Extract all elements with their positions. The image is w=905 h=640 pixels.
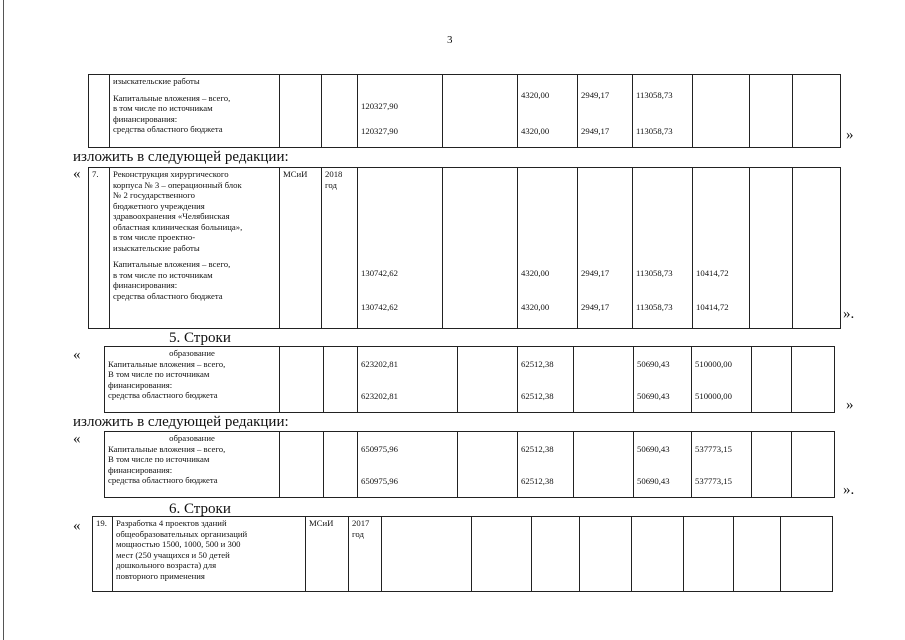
cell-y1	[518, 168, 578, 329]
cell-empty	[443, 168, 518, 329]
desc-line: средства областного бюджета	[113, 124, 223, 134]
cell-y1	[518, 75, 578, 148]
cell-total	[358, 347, 458, 413]
value: 50690,43	[637, 390, 670, 401]
opening-quote: «	[73, 431, 81, 447]
cell-empty	[792, 347, 835, 413]
cell-year	[322, 75, 358, 148]
cell-empty	[793, 75, 841, 148]
cell-y4	[692, 432, 752, 498]
value: 10414,72	[696, 301, 729, 312]
desc-line: Реконструкция хирургического	[113, 169, 229, 179]
desc-line: в том числе проектно-	[113, 232, 196, 242]
heading-rows-5: 5. Строки	[169, 330, 231, 346]
cell-description	[105, 347, 280, 413]
desc-line: областная клиническая больница»,	[113, 221, 243, 232]
value: 650975,96	[361, 444, 398, 454]
desc-line: дошкольного возраста) для	[116, 560, 217, 570]
cell-empty	[793, 168, 841, 329]
desc-line: финансирования:	[108, 464, 173, 475]
value: 113058,73	[636, 90, 673, 100]
cell-num	[89, 75, 110, 148]
table-education-old	[104, 346, 835, 413]
desc-line: финансирования:	[113, 280, 178, 290]
desc-line: № 2 государственного	[113, 190, 195, 200]
cell-empty	[280, 432, 324, 498]
cell-empty	[324, 432, 358, 498]
cell-y4	[692, 347, 752, 413]
value: 4320,00	[521, 301, 550, 312]
cell-description	[110, 168, 280, 329]
value: 50690,43	[637, 359, 670, 369]
desc-line: в том числе по источникам	[113, 103, 213, 113]
cell-y4	[693, 168, 750, 329]
desc-line: мест (250 учащихся и 50 детей	[116, 549, 230, 560]
table-education-new	[104, 431, 835, 498]
table-row-19	[92, 516, 833, 592]
cell-y1	[518, 432, 574, 498]
desc-line: бюджетного учреждения	[113, 200, 205, 211]
cell-total	[358, 168, 443, 329]
value: 537773,15	[695, 475, 732, 486]
cell-empty	[752, 432, 792, 498]
value: 2949,17	[581, 301, 610, 312]
cell-empty	[574, 432, 634, 498]
value: 510000,00	[695, 390, 732, 401]
desc-line: В том числе по источникам	[108, 369, 210, 379]
cell-y3	[633, 75, 693, 148]
cell-empty	[792, 432, 835, 498]
closing-quote: »	[846, 127, 854, 143]
cell-description	[110, 75, 280, 148]
cell-empty	[382, 517, 472, 592]
cell-empty	[574, 347, 634, 413]
closing-quote: »	[846, 397, 854, 413]
desc-line: изыскательские работы	[113, 76, 200, 86]
value: 62512,38	[521, 359, 554, 369]
value: 62512,38	[521, 444, 554, 454]
desc-line: изыскательские работы	[113, 242, 200, 253]
value: 510000,00	[695, 359, 732, 369]
cell-empty	[750, 168, 793, 329]
page-number: 3	[447, 34, 453, 46]
desc-line: в том числе по источникам	[113, 269, 213, 280]
desc-line: Капитальные вложения – всего,	[113, 259, 231, 269]
value: 537773,15	[695, 444, 732, 454]
value: 113058,73	[636, 125, 673, 136]
value: 50690,43	[637, 475, 670, 486]
cell-y2	[578, 75, 633, 148]
desc-line: средства областного бюджета	[108, 390, 218, 400]
desc-line: финансирования:	[108, 379, 173, 390]
heading-new-edition-2: изложить в следующей редакции:	[73, 414, 289, 430]
cell-y3	[633, 168, 693, 329]
desc-line: мощностью 1500, 1000, 500 и 300	[116, 539, 241, 549]
left-margin-line	[3, 0, 4, 640]
cell-y3	[634, 432, 692, 498]
cell-description	[113, 517, 306, 592]
table-row-7	[88, 167, 841, 329]
cell-empty	[458, 347, 518, 413]
cell-total	[358, 75, 443, 148]
cell-year: 2018 год	[322, 168, 358, 329]
table-continuation	[88, 74, 841, 148]
cell-num: 19.	[93, 517, 113, 592]
cell-y1	[518, 347, 574, 413]
cell-empty	[693, 75, 750, 148]
cell-empty	[472, 517, 532, 592]
cell-empty	[750, 75, 793, 148]
closing-quote: ».	[843, 306, 855, 322]
desc-line: общеобразовательных организаций	[116, 528, 248, 539]
value: 650975,96	[361, 475, 398, 486]
desc-line: образование	[169, 348, 215, 358]
value: 623202,81	[361, 390, 398, 401]
cell-ministry	[280, 75, 322, 148]
opening-quote: «	[73, 166, 81, 182]
closing-quote: ».	[843, 482, 855, 498]
cell-y2	[578, 168, 633, 329]
value: 50690,43	[637, 444, 670, 454]
heading-new-edition-1: изложить в следующей редакции:	[73, 149, 289, 165]
value: 113058,73	[636, 301, 673, 312]
cell-empty	[632, 517, 684, 592]
value: 130742,62	[361, 301, 398, 312]
desc-line: здравоохранения «Челябинская	[113, 211, 230, 221]
value: 2949,17	[581, 125, 610, 136]
cell-description	[105, 432, 280, 498]
value: 120327,90	[361, 101, 398, 111]
value: 130742,62	[361, 268, 398, 278]
cell-ministry: МСиИ	[306, 517, 349, 592]
desc-line: Капитальные вложения – всего,	[108, 358, 226, 369]
cell-year: 2017 год	[349, 517, 382, 592]
cell-empty	[280, 347, 324, 413]
cell-empty	[532, 517, 580, 592]
value: 113058,73	[636, 268, 673, 278]
cell-empty	[580, 517, 632, 592]
heading-rows-6: 6. Строки	[169, 501, 231, 517]
cell-empty	[684, 517, 734, 592]
value: 62512,38	[521, 475, 554, 486]
cell-total	[358, 432, 458, 498]
cell-ministry: МСиИ	[280, 168, 322, 329]
value: 62512,38	[521, 390, 554, 401]
cell-empty	[752, 347, 792, 413]
opening-quote: «	[73, 347, 81, 363]
value: 120327,90	[361, 125, 398, 136]
desc-line: В том числе по источникам	[108, 454, 210, 464]
cell-empty	[458, 432, 518, 498]
desc-line: корпуса № 3 – операционный блок	[113, 179, 242, 190]
cell-empty	[443, 75, 518, 148]
cell-num: 7.	[89, 168, 110, 329]
value: 4320,00	[521, 125, 550, 136]
desc-line: образование	[169, 433, 215, 443]
desc-line: Капитальные вложения – всего,	[113, 92, 231, 103]
desc-line: повторного применения	[116, 570, 205, 581]
cell-y3	[634, 347, 692, 413]
cell-empty	[734, 517, 781, 592]
cell-empty	[324, 347, 358, 413]
desc-line: Капитальные вложения – всего,	[108, 443, 226, 454]
value: 2949,17	[581, 268, 610, 278]
desc-line: средства областного бюджета	[113, 290, 223, 301]
value: 4320,00	[521, 90, 550, 100]
desc-line: Разработка 4 проектов зданий	[116, 518, 227, 528]
value: 10414,72	[696, 268, 729, 278]
opening-quote: «	[73, 518, 81, 534]
value: 623202,81	[361, 359, 398, 369]
value: 4320,00	[521, 268, 550, 278]
desc-line: финансирования:	[113, 113, 178, 124]
cell-empty	[781, 517, 833, 592]
desc-line: средства областного бюджета	[108, 475, 218, 485]
value: 2949,17	[581, 90, 610, 100]
